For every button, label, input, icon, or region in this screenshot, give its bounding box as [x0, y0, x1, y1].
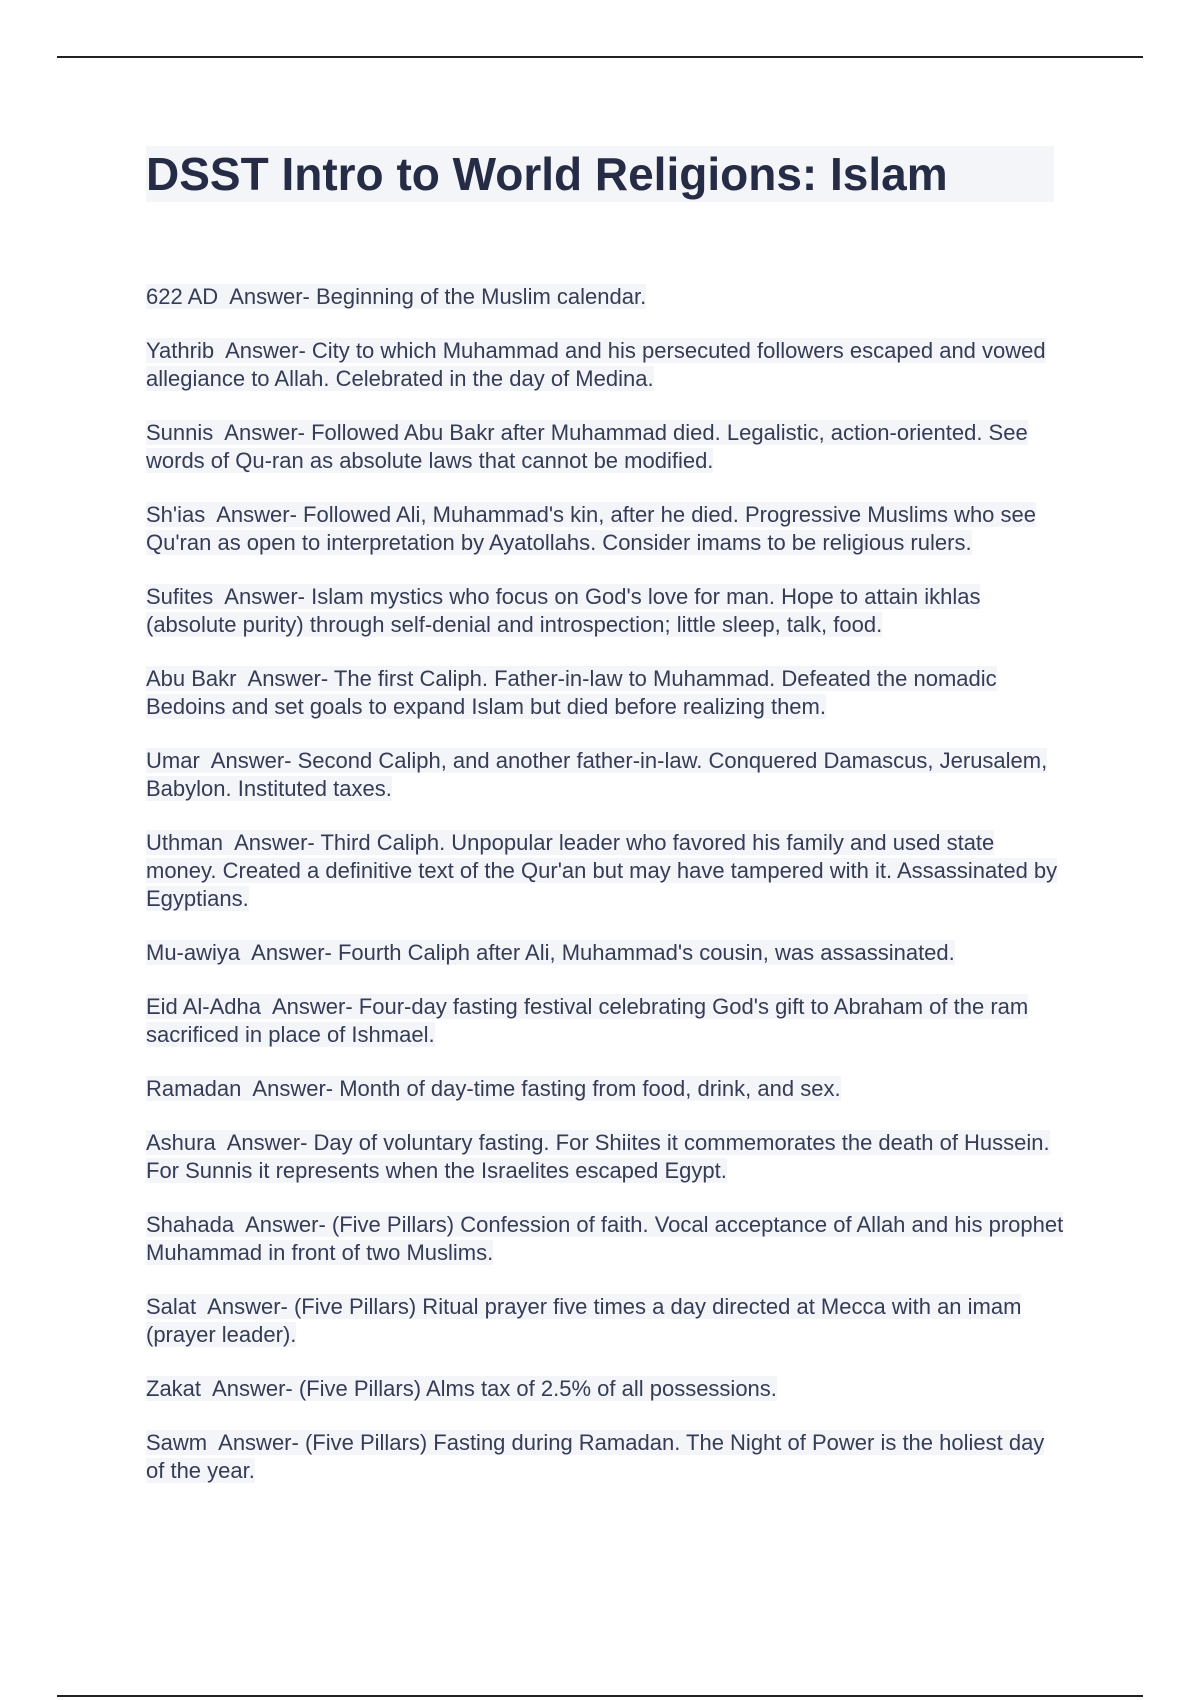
entry-term: Sunnis: [146, 420, 214, 445]
entry-answer: Answer- (Five Pillars) Alms tax of 2.5% of all possessions.: [212, 1376, 777, 1401]
entry-answer: Answer- Third Caliph. Unpopular leader who favored his family and used state money. Created a definitive text of the Qur'an but may have tampered with it. Assassinated by Egyptians.: [146, 830, 1058, 911]
flashcard-entry: [146, 419, 1066, 475]
flashcard-entry: [146, 1293, 1066, 1349]
entry-term: Sawm: [146, 1430, 208, 1455]
entry-term: Ashura: [146, 1130, 216, 1155]
entry-term: Uthman: [146, 830, 224, 855]
flashcard-entry: [146, 665, 1066, 721]
entry-answer: Answer- Followed Abu Bakr after Muhammad died. Legalistic, action-oriented. See words of Qu-ran as absolute laws that cannot be modified.: [146, 420, 1028, 473]
flashcard-entry: [146, 583, 1066, 639]
flashcard-entry: [146, 283, 1066, 311]
entry-answer: Answer- Followed Ali, Muhammad's kin, after he died. Progressive Muslims who see Qu'ran as open to interpretation by Ayatollahs. Consider imams to be religious rulers.: [146, 502, 1036, 555]
flashcard-entry: [146, 1375, 1066, 1403]
flashcard-entry: [146, 1429, 1066, 1485]
entry-term: 622 AD: [146, 284, 219, 309]
flashcard-entry: [146, 939, 1066, 967]
top-rule: [57, 56, 1143, 58]
entry-term: Ramadan: [146, 1076, 242, 1101]
entry-term: Sufites: [146, 584, 214, 609]
entry-answer: Answer- The first Caliph. Father-in-law to Muhammad. Defeated the nomadic Bedoins and set goals to expand Islam but died before realizing them.: [146, 666, 997, 719]
entry-answer: Answer- City to which Muhammad and his persecuted followers escaped and vowed allegiance to Allah. Celebrated in the day of Medina.: [146, 338, 1046, 391]
title-block: [146, 146, 1054, 202]
entry-term: Zakat: [146, 1376, 202, 1401]
entry-answer: Answer- Four-day fasting festival celebrating God's gift to Abraham of the ram sacrificed in place of Ishmael.: [146, 994, 1029, 1047]
flashcard-entry: [146, 1129, 1066, 1185]
flashcard-entry: [146, 829, 1066, 913]
entry-answer: Answer- Day of voluntary fasting. For Shiites it commemorates the death of Hussein. For Sunnis it represents when the Israelites escaped Egypt.: [146, 1130, 1050, 1183]
entry-term: Abu Bakr: [146, 666, 237, 691]
entry-answer: Answer- Beginning of the Muslim calendar.: [229, 284, 647, 309]
entry-term: Eid Al-Adha: [146, 994, 261, 1019]
flashcard-entry: [146, 337, 1066, 393]
flashcard-list: [146, 283, 1066, 1511]
entry-answer: Answer- Month of day-time fasting from food, drink, and sex.: [252, 1076, 841, 1101]
entry-term: Yathrib: [146, 338, 215, 363]
entry-answer: Answer- (Five Pillars) Confession of faith. Vocal acceptance of Allah and his prophet Muhammad in front of two Muslims.: [146, 1212, 1064, 1265]
entry-term: Umar: [146, 748, 200, 773]
entry-term: Shahada: [146, 1212, 235, 1237]
flashcard-entry: [146, 1211, 1066, 1267]
entry-term: Sh'ias: [146, 502, 206, 527]
entry-answer: Answer- Islam mystics who focus on God's love for man. Hope to attain ikhlas (absolute purity) through self-denial and introspection; little sleep, talk, food.: [146, 584, 981, 637]
entry-answer: Answer- (Five Pillars) Ritual prayer five times a day directed at Mecca with an imam (prayer leader).: [146, 1294, 1022, 1347]
entry-term: Salat: [146, 1294, 197, 1319]
entry-answer: Answer- Second Caliph, and another father-in-law. Conquered Damascus, Jerusalem, Babylon. Instituted taxes.: [146, 748, 1048, 801]
page-title: DSST Intro to World Religions: Islam: [146, 148, 948, 200]
flashcard-entry: [146, 1075, 1066, 1103]
flashcard-entry: [146, 501, 1066, 557]
flashcard-entry: [146, 747, 1066, 803]
entry-answer: Answer- (Five Pillars) Fasting during Ramadan. The Night of Power is the holiest day of the year.: [146, 1430, 1045, 1483]
flashcard-entry: [146, 993, 1066, 1049]
entry-term: Mu-awiya: [146, 940, 241, 965]
entry-answer: Answer- Fourth Caliph after Ali, Muhammad's cousin, was assassinated.: [251, 940, 955, 965]
bottom-rule: [57, 1695, 1143, 1697]
